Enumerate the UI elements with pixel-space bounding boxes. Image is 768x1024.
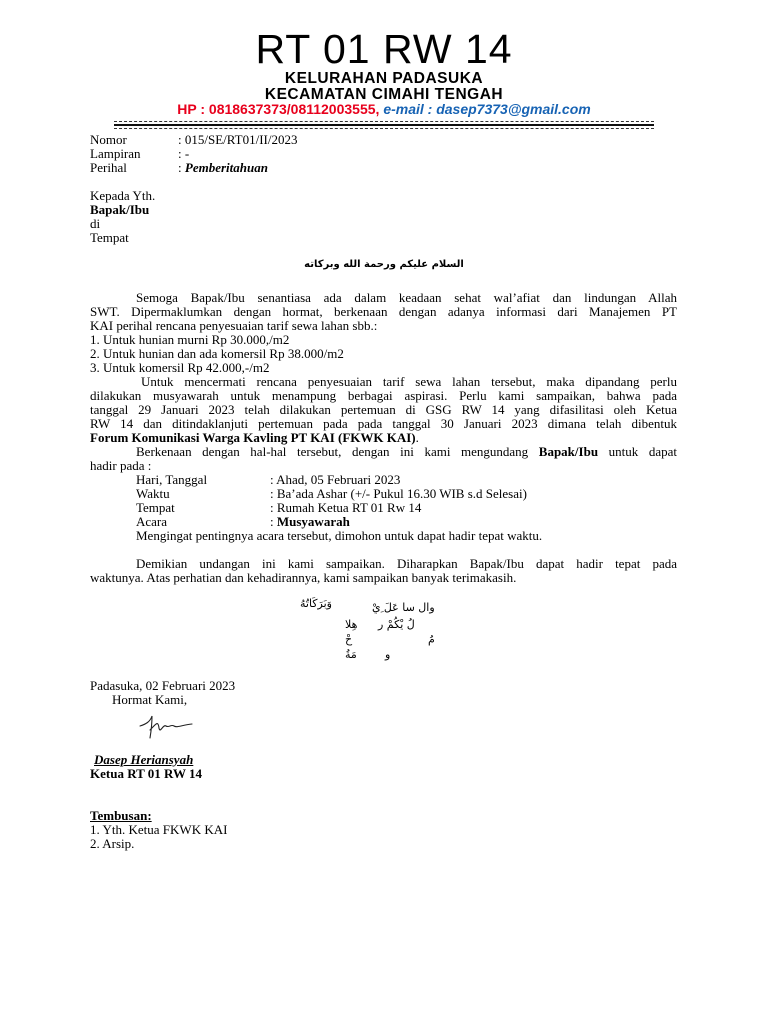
letterhead-divider — [114, 119, 654, 129]
arabic-closing-r1-right: وال سا عَلَ ِيْ — [372, 601, 435, 614]
closing-line-1: Demikian undangan ini kami sampaikan. Diharapkan Bapak/Ibu dapat hadir tepat pada — [136, 556, 677, 571]
tempat-value: : Rumah Ketua RT 01 Rw 14 — [270, 500, 422, 515]
reminder-line: Mengingat pentingnya acara tersebut, dimohon untuk dapat hadir tepat waktu. — [136, 528, 543, 543]
place-date: Padasuka, 02 Februari 2023 — [90, 678, 236, 693]
list-item: 2. Untuk hunian dan ada komersil Rp 38.000/m2 — [90, 346, 344, 361]
paragraph-2-line-5 — [90, 430, 419, 445]
arabic-closing-r2-right: لُ يْكُمْ ر — [378, 618, 415, 631]
forum-period: . — [415, 430, 419, 445]
nomor-value: : 015/SE/RT01/II/2023 — [178, 132, 298, 147]
hari-label: Hari, Tanggal — [136, 472, 208, 487]
salam-arabic: السلام عليكم ورحمة الله وبركاته — [304, 259, 464, 270]
phone-numbers: HP : 0818637373/08112003555 — [177, 101, 376, 117]
email-address: e-mail : dasep7373@gmail.com — [383, 101, 591, 117]
letterhead-title: RT 01 RW 14 — [255, 26, 513, 72]
acara-colon: : — [270, 514, 277, 529]
recipient-di: di — [90, 216, 101, 231]
paragraph-2-line-2: dilakukan musyawarah untuk menampung berbagai aspirasi. Perlu kami sampaikan, bahwa pada — [90, 388, 677, 403]
tembusan-item: 1. Yth. Ketua FKWK KAI — [90, 822, 228, 837]
perihal-value — [178, 160, 268, 175]
paragraph-2-line-1: Untuk mencermati rencana penyesuaian tarif sewa lahan tersebut, maka dipandang perlu — [141, 374, 677, 389]
paragraph-3-line-1 — [136, 444, 677, 459]
paragraph-1-line-2: SWT. Dipermaklumkan dengan hormat, berkenaan dengan adanya informasi dari Manajemen PT — [90, 304, 677, 319]
handwritten-signature — [136, 712, 196, 740]
lampiran-label: Lampiran — [90, 146, 141, 161]
paragraph-2-line-4: RW 14 dan ditindaklanjuti pertemuan pada pada tanggal 30 Januari 2023 dimana telah dibentuk — [90, 416, 677, 431]
arabic-closing-r4-right: و — [385, 648, 391, 661]
closing-line-2: waktunya. Atas perhatian dan kehadirannya, kami sampaikan banyak terimakasih. — [90, 570, 517, 585]
lampiran-value: : - — [178, 146, 190, 161]
recipient-greeting: Kepada Yth. — [90, 188, 156, 203]
list-item: 3. Untuk komersil Rp 42.000,-/m2 — [90, 360, 270, 375]
perihal-colon: : — [178, 160, 182, 175]
arabic-closing-r1-left: وَبَرَكَاتُهُ — [300, 597, 332, 610]
arabic-closing-r2-left: هِلا — [345, 618, 358, 631]
list-item: 1. Untuk hunian murni Rp 30.000,/m2 — [90, 332, 290, 347]
invite-text-start: Berkenaan dengan hal-hal tersebut, dengan ini kami mengundang — [136, 444, 539, 459]
waktu-value: : Ba’ada Ashar (+/- Pukul 16.30 WIB s.d Selesai) — [270, 486, 527, 501]
paragraph-2-line-3: tanggal 29 Januari 2023 telah dilakukan pertemuan di GSG RW 14 yang difasilitasi oleh Ketua — [90, 402, 677, 417]
paragraph-1-line-3: KAI perihal rencana penyesuaian tarif sewa lahan sbb.: — [90, 318, 378, 333]
tembusan-heading: Tembusan: — [90, 808, 152, 823]
signer-name: Dasep Heriansyah — [94, 752, 194, 767]
recipient-name: Bapak/Ibu — [90, 202, 150, 217]
perihal-text: Pemberitahuan — [184, 160, 268, 175]
paragraph-1-line-1: Semoga Bapak/Ibu senantiasa ada dalam keadaan sehat wal’afiat dan lindungan Allah — [136, 290, 677, 305]
acara-value — [270, 514, 350, 529]
arabic-closing-r4-left: مَةُ — [345, 648, 357, 661]
invite-bold: Bapak/Ibu — [538, 444, 599, 459]
arabic-closing-r3-right: مُ — [428, 633, 435, 646]
letterhead-contact — [0, 101, 768, 118]
signer-title: Ketua RT 01 RW 14 — [90, 766, 203, 781]
perihal-label: Perihal — [90, 160, 127, 175]
acara-label: Acara — [136, 514, 168, 529]
letterhead-kecamatan: KECAMATAN CIMAHI TENGAH — [264, 86, 504, 103]
hormat-kami: Hormat Kami, — [112, 692, 188, 707]
nomor-label: Nomor — [90, 132, 127, 147]
recipient-place: Tempat — [90, 230, 129, 245]
paragraph-3-line-2: hadir pada : — [90, 458, 152, 473]
arabic-closing-r3-left: حْ — [345, 633, 353, 646]
waktu-label: Waktu — [136, 486, 170, 501]
tempat-label: Tempat — [136, 500, 175, 515]
tembusan-item: 2. Arsip. — [90, 836, 135, 851]
invite-text-end: untuk dapat — [598, 444, 677, 459]
acara-text: Musyawarah — [276, 514, 350, 529]
forum-name: Forum Komunikasi Warga Kavling PT KAI (FKWK KAI) — [90, 430, 416, 445]
hari-value: : Ahad, 05 Februari 2023 — [270, 472, 401, 487]
letterhead-kelurahan: KELURAHAN PADASUKA — [284, 70, 484, 87]
contact-separator: , — [375, 101, 380, 117]
